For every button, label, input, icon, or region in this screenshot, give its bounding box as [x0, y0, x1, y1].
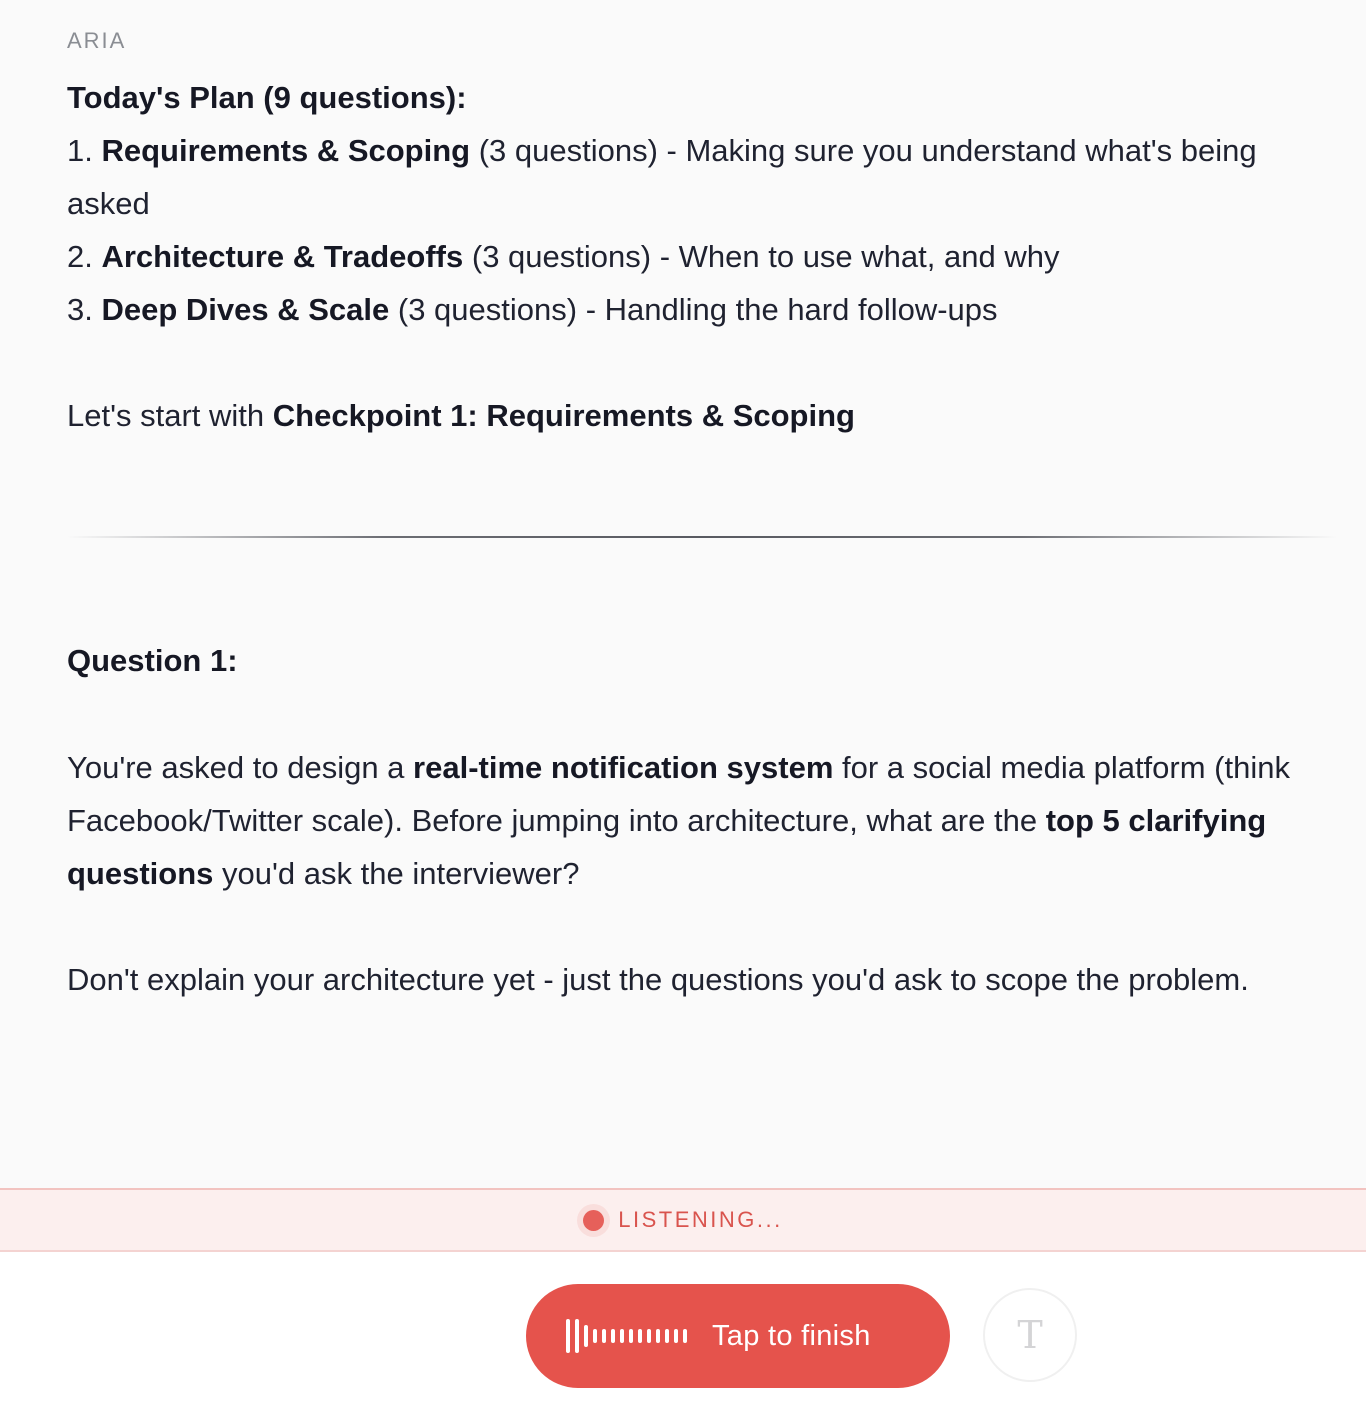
plan-title: Today's Plan (9 questions): [67, 80, 467, 115]
start-line: Let's start with Checkpoint 1: Requirements & Scoping [67, 398, 855, 433]
text-mode-icon: T [1017, 1313, 1043, 1357]
recording-dot-icon [583, 1210, 604, 1231]
plan-list [67, 124, 1337, 336]
question-note: Don't explain your architecture yet - just the questions you'd ask to scope the problem. [67, 962, 1249, 997]
sender-name: ARIA [67, 28, 127, 53]
section-divider [67, 536, 1337, 538]
question-body: You're asked to design a real-time notification system for a social media platform (think Facebook/Twitter scale). Before jumping into architecture, what are the top 5 clarifying questions you'd ask the interviewer? [67, 750, 1290, 891]
waveform-icon [566, 1316, 692, 1356]
tap-to-finish-button[interactable] [526, 1284, 950, 1388]
plan-item: 2. Architecture & Tradeoffs (3 questions) - When to use what, and why [67, 239, 1060, 274]
question-message [67, 636, 1342, 1006]
plan-item: 3. Deep Dives & Scale (3 questions) - Handling the hard follow-ups [67, 292, 998, 327]
plan-item: 1. Requirements & Scoping (3 questions) - Making sure you understand what's being asked [67, 133, 1257, 221]
finish-label: Tap to finish [712, 1319, 871, 1352]
question-heading: Question 1: [67, 643, 238, 678]
input-controls [0, 1252, 1366, 1408]
text-mode-button[interactable] [983, 1288, 1077, 1382]
listening-status-bar [0, 1188, 1366, 1252]
assistant-message [67, 28, 1337, 442]
listening-label: LISTENING... [618, 1207, 783, 1232]
